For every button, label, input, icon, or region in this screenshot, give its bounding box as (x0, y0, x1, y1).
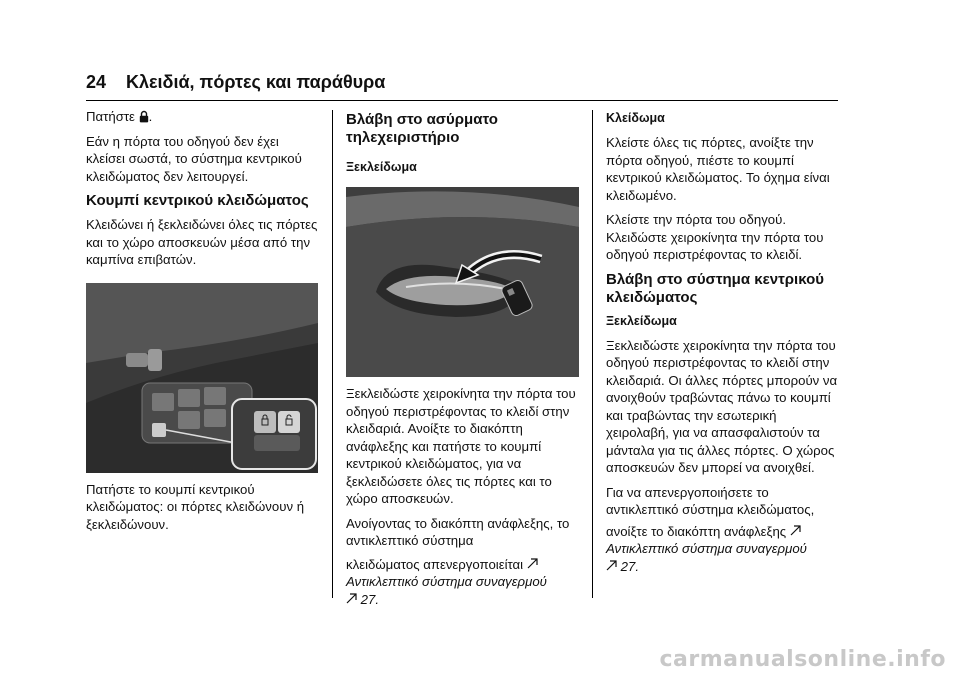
column-divider-1 (332, 110, 333, 598)
watermark: carmanualsonline.info (659, 647, 946, 672)
heading-unlock: Ξεκλείδωμα (346, 160, 417, 174)
deactivate-note: Για να απενεργοποιήσετε το αντικλεπτικό σύστημα κλειδώματος, (606, 484, 815, 517)
open-ignition-line: ανοίξτε το διακόπτη ανάφλεξης (606, 523, 838, 541)
heading-unlock: Ξεκλείδωμα (606, 313, 677, 328)
page-header (86, 70, 838, 94)
reference-arrow-icon (790, 525, 801, 536)
reference-arrow-icon (527, 558, 538, 569)
reference-arrow-icon (346, 593, 357, 604)
heading-central-fault: Βλάβη στο σύστημα κεντρικού κλειδώματος (606, 270, 824, 306)
driver-door-note: Εάν η πόρτα του οδηγού δεν έχει κλείσει σωστά, το σύστημα κεντρικού κλειδώματος δεν λειτουργεί. (86, 133, 302, 184)
column-3 (606, 108, 838, 582)
manual-unlock-instructions: Ξεκλειδώστε χειροκίνητα την πόρτα του οδηγού περιστρέφοντας το κλειδί στην κλειδαριά. Οι άλλες πόρτες μπορούν να ανοιχθούν τραβώντας πάνω το κουμπί και τραβώντας την εσωτερική χειρολαβή, για να απασφαλιστούν τα μάνταλα για τις άλλες πόρτες. Ο χώρος αποσκευών δεν μπορεί να ανοιχθεί. (606, 337, 838, 475)
reference-page[interactable]: 27 (360, 591, 376, 607)
heading-lock: Κλείδωμα (606, 111, 665, 125)
reference-page-line: 27. (606, 558, 838, 576)
padlock-icon (139, 110, 149, 123)
reference-page-line: 27. (346, 591, 579, 609)
close-driver-instructions: Κλείστε την πόρτα του οδηγού. Κλειδώστε χειροκίνητα την πόρτα του οδηγού περιστρέφοντας το κλειδί. (606, 212, 824, 262)
door-handle-key-illustration (346, 187, 579, 377)
column-2 (346, 108, 579, 615)
reference-title: Αντικλεπτικό σύστημα συναγερμού (346, 574, 547, 589)
page-number: 24 (86, 72, 107, 92)
heading-remote-fault: Βλάβη στο ασύρματο τηλεχειριστήριο (346, 111, 498, 146)
column-1 (86, 108, 318, 540)
column-divider-2 (592, 110, 593, 598)
page-title: Κλειδιά, πόρτες και παράθυρα (126, 72, 386, 92)
reference-page[interactable]: 27 (620, 558, 636, 574)
press-button-description: Πατήστε το κουμπί κεντρικού κλειδώματος: οι πόρτες κλειδώνουν ή ξεκλειδώνουν. (86, 481, 305, 532)
deactivated-line: κλειδώματος απενεργοποιείται (346, 556, 579, 574)
locks-description: Κλειδώνει ή ξεκλειδώνει όλες τις πόρτες και το χώρο αποσκευών μέσα από την καμπίνα επιβατών. (86, 217, 318, 267)
door-switch-panel-illustration (86, 283, 318, 473)
close-doors-instructions: Κλείστε όλες τις πόρτες, ανοίξτε την πόρτα οδηγού, πιέστε το κουμπί κεντρικού κλειδώματος. Το όχημα είναι κλειδωμένο. (606, 135, 830, 203)
ignition-note: Ανοίγοντας το διακόπτη ανάφλεξης, το αντικλεπτικό σύστημα (346, 515, 570, 548)
heading-central-lock-button: Κουμπί κεντρικού κλειδώματος (86, 192, 309, 209)
reference-title: Αντικλεπτικό σύστημα συναγερμού (606, 541, 807, 556)
unlock-instructions: Ξεκλειδώστε χειροκίνητα την πόρτα του οδηγού περιστρέφοντας το κλειδί στην κλειδαριά. Ανοίξτε το διακόπτη ανάφλεξης και πατήστε το κουμπί κεντρικού κλειδώματος, για να ξεκλειδώσετε όλες τις πόρτες και το χώρο αποσκευών. (346, 386, 576, 506)
press-lock-line: Πατήστε . (86, 109, 153, 124)
header-divider (86, 100, 838, 101)
reference-arrow-icon (606, 560, 617, 571)
